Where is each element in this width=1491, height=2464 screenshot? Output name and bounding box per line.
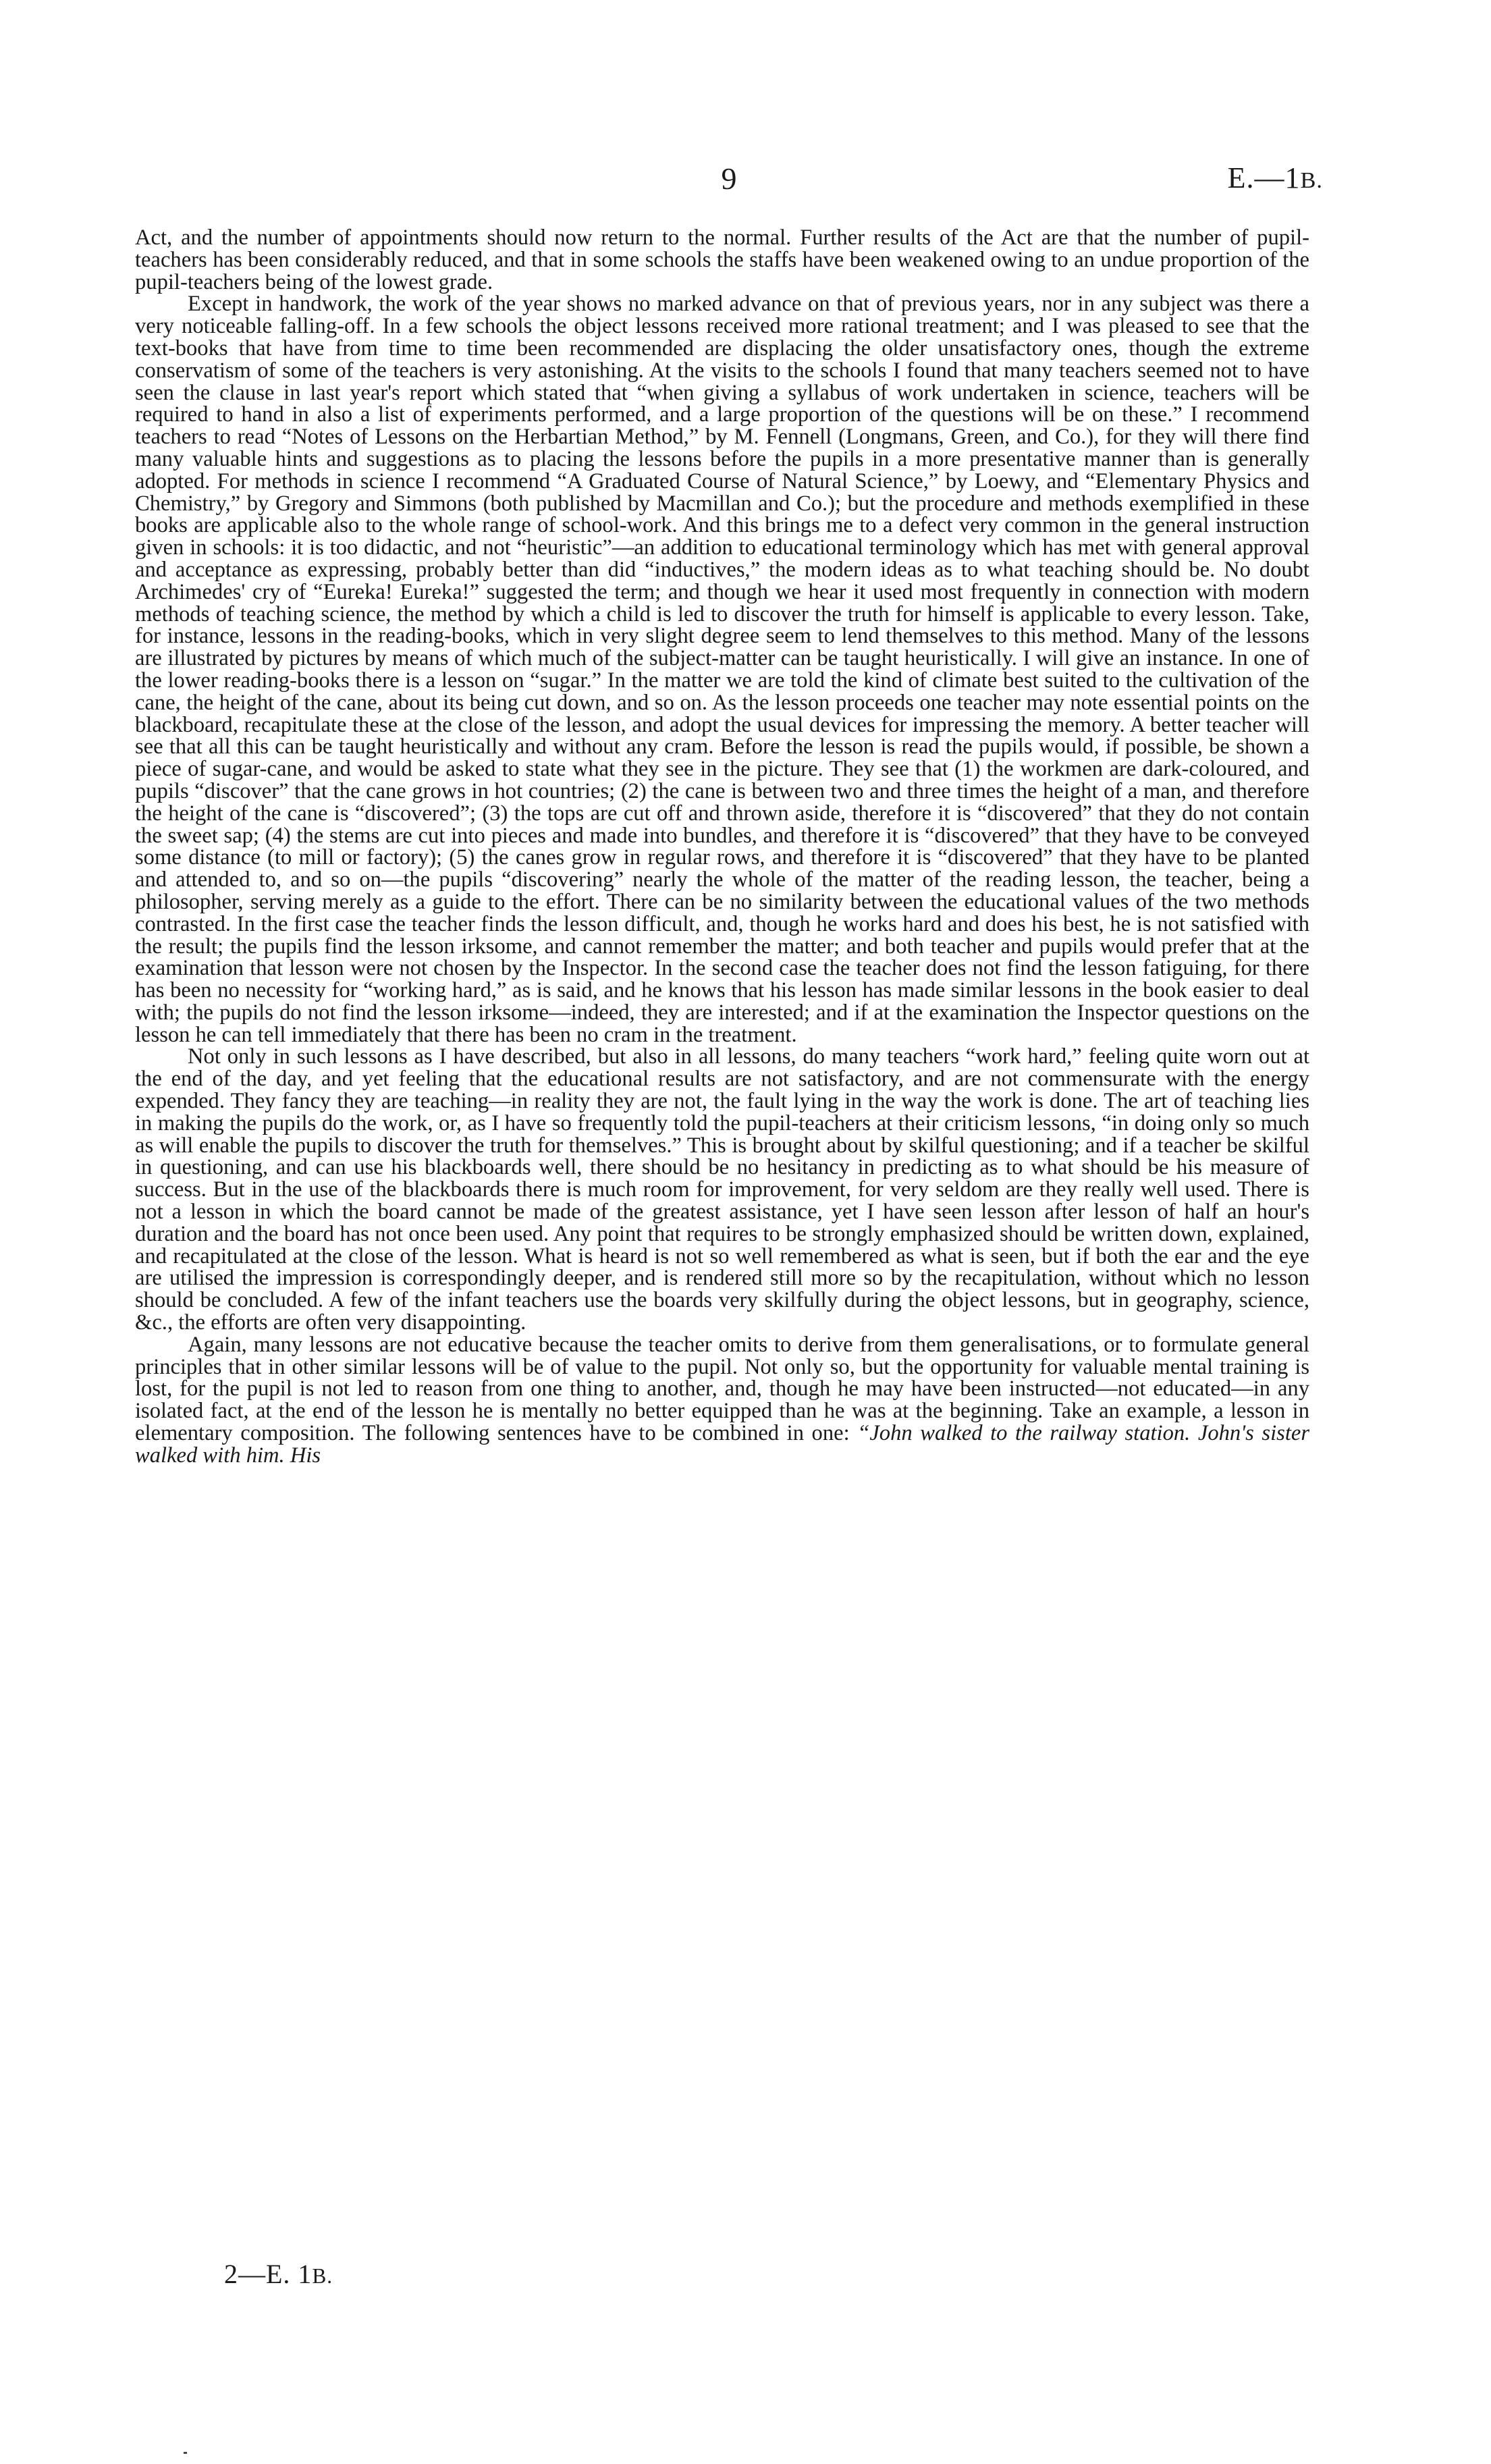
signature-main: 2—E. 1: [224, 2259, 313, 2289]
report-code-suffix: B.: [1300, 167, 1323, 193]
paragraph-1: Act, and the number of appointments should now return to the normal. Further results of the Act are that the number of pupil-teachers has been considerably reduced, and that in some schools the staffs have been weakened owing to an undue proportion of the pupil-teachers being of the lowest grade.: [135, 225, 1309, 294]
scan-speck: [184, 2452, 187, 2454]
printer-signature: [224, 2258, 333, 2290]
page-number: 9: [721, 161, 737, 196]
report-code-main: E.—1: [1227, 161, 1301, 194]
page-header: [135, 161, 1323, 215]
paragraph-4-text: Again, many lessons are not educative because the teacher omits to derive from them generalisations, or to formulate general principles that in other similar lessons will be of value to the pupil. Not only so, but the opportunity for valuable mental training is lost, for the pupil is not led to reason from one thing to another, and, though he may have been instructed—not educated—in any isolated fact, at the end of the lesson he is mentally no better equipped than he was at the beginning. Take an example, a lesson in elementary composition. The following sentences have to be combined in one:: [135, 1332, 1309, 1446]
paragraph-2: Except in handwork, the work of the year shows no marked advance on that of previous years, nor in any subject was there a very noticeable falling-off. In a few schools the object lessons received more rational treatment; and I was pleased to see that the text-books that have from time to time been recommended are displacing the older unsatisfactory ones, though the extreme conservatism of some of the teachers is very astonishing. At the visits to the schools I found that many teachers seemed not to have seen the clause in last year's report which stated that “when giving a syllabus of work undertaken in science, teachers will be required to hand in also a list of experiments performed, and a large proportion of the questions will be on these.” I recommend teachers to read “Notes of Lessons on the Herbartian Method,” by M. Fennell (Longmans, Green, and Co.), for they will there find many valuable hints and suggestions as to placing the lessons before the pupils in a more presentative manner than is generally adopted. For methods in science I recommend “A Graduated Course of Natural Science,” by Loewy, and “Elementary Physics and Chemistry,” by Gregory and Simmons (both published by Macmillan and Co.); but the procedure and methods exemplified in these books are applicable also to the whole range of school-work. And this brings me to a defect very common in the general instruction given in schools: it is too didactic, and not “heuristic”—an addition to educational terminology which has met with general approval and acceptance as expressing, probably better than did “inductives,” the modern ideas as to what teaching should be. No doubt Archimedes' cry of “Eureka! Eureka!” suggested the term; and though we hear it used most frequently in connection with modern methods of teaching science, the method by which a child is led to discover the truth for himself is applicable to every lesson. Take, for instance, lessons in the reading-books, which in very slight degree seem to lend themselves to this method. Many of the lessons are illustrated by pictures by means of which much of the subject-matter can be taught heuristically. I will give an instance. In one of the lower reading-books there is a lesson on “sugar.” In the matter we are told the kind of climate best suited to the cultivation of the cane, the height of the cane, about its being cut down, and so on. As the lesson proceeds one teacher may note essential points on the blackboard, recapitulate these at the close of the lesson, and adopt the usual devices for impressing the memory. A better teacher will see that all this can be taught heuristically and without any cram. Before the lesson is read the pupils would, if possible, be shown a piece of sugar-cane, and would be asked to state what they see in the picture. They see that (1) the workmen are dark-coloured, and pupils “discover” that the cane grows in hot countries; (2) the cane is between two and three times the height of a man, and therefore the height of the cane is “discovered”; (3) the tops are cut off and thrown aside, therefore it is “discovered” that they do not contain the sweet sap; (4) the stems are cut into pieces and made into bundles, and therefore it is “discovered” that they have to be conveyed some distance (to mill or factory); (5) the canes grow in regular rows, and therefore it is “discovered” that they have to be planted and attended to, and so on—the pupils “discovering” nearly the whole of the matter of the reading lesson, the teacher, being a philosopher, serving merely as a guide to the effort. There can be no similarity between the educational values of the two methods contrasted. In the first case the teacher finds the lesson difficult, and, though he works hard and does his best, he is not satisfied with the result; the pupils find the lesson irksome, and cannot remember the matter; and both teacher and pupils would prefer that at the examination that lesson were not chosen by the Inspector. In the second case the teacher does not find the lesson fatiguing, for there has been no necessity for “working hard,” as is said, and he knows that his lesson has made similar lessons in the book easier to deal with; the pupils do not find the lesson irksome—indeed, they are interested; and if at the examination the Inspector questions on the lesson he can tell immediately that there has been no cram in the treatment.: [135, 292, 1309, 1047]
body-text: [135, 227, 1309, 1467]
signature-suffix: B.: [312, 2264, 333, 2288]
report-code: [1228, 161, 1323, 195]
paragraph-3: Not only in such lessons as I have described, but also in all lessons, do many teachers “work hard,” feeling quite worn out at the end of the day, and yet feeling that the educational results are not satisfactory, and are not commensurate with the energy expended. They fancy they are teaching—in reality they are not, the fault lying in the way the work is done. The art of teaching lies in making the pupils do the work, or, as I have so frequently told the pupil-teachers at their criticism lessons, “in doing only so much as will enable the pupils to discover the truth for themselves.” This is brought about by skilful questioning; and if a teacher be skilful in questioning, and can use his blackboards well, there should be no hesitancy in predicting as to what should be his measure of success. But in the use of the blackboards there is much room for improvement, for very seldom are they really well used. There is not a lesson in which the board cannot be made of the greatest assistance, yet I have seen lesson after lesson of half an hour's duration and the board has not once been used. Any point that requires to be strongly emphasized should be written down, explained, and recapitulated at the close of the lesson. What is heard is not so well remembered as what is seen, but if both the ear and the eye are utilised the impression is correspondingly deeper, and is rendered still more so by the recapitulation, without which no lesson should be concluded. A few of the infant teachers use the boards very skilfully during the object lessons, but in geography, science, &c., the efforts are often very disappointing.: [135, 1044, 1309, 1335]
paragraph-4: [135, 1334, 1309, 1467]
example-sentences: “John walked to the railway station. John's sister walked with him. His: [135, 1421, 1310, 1468]
